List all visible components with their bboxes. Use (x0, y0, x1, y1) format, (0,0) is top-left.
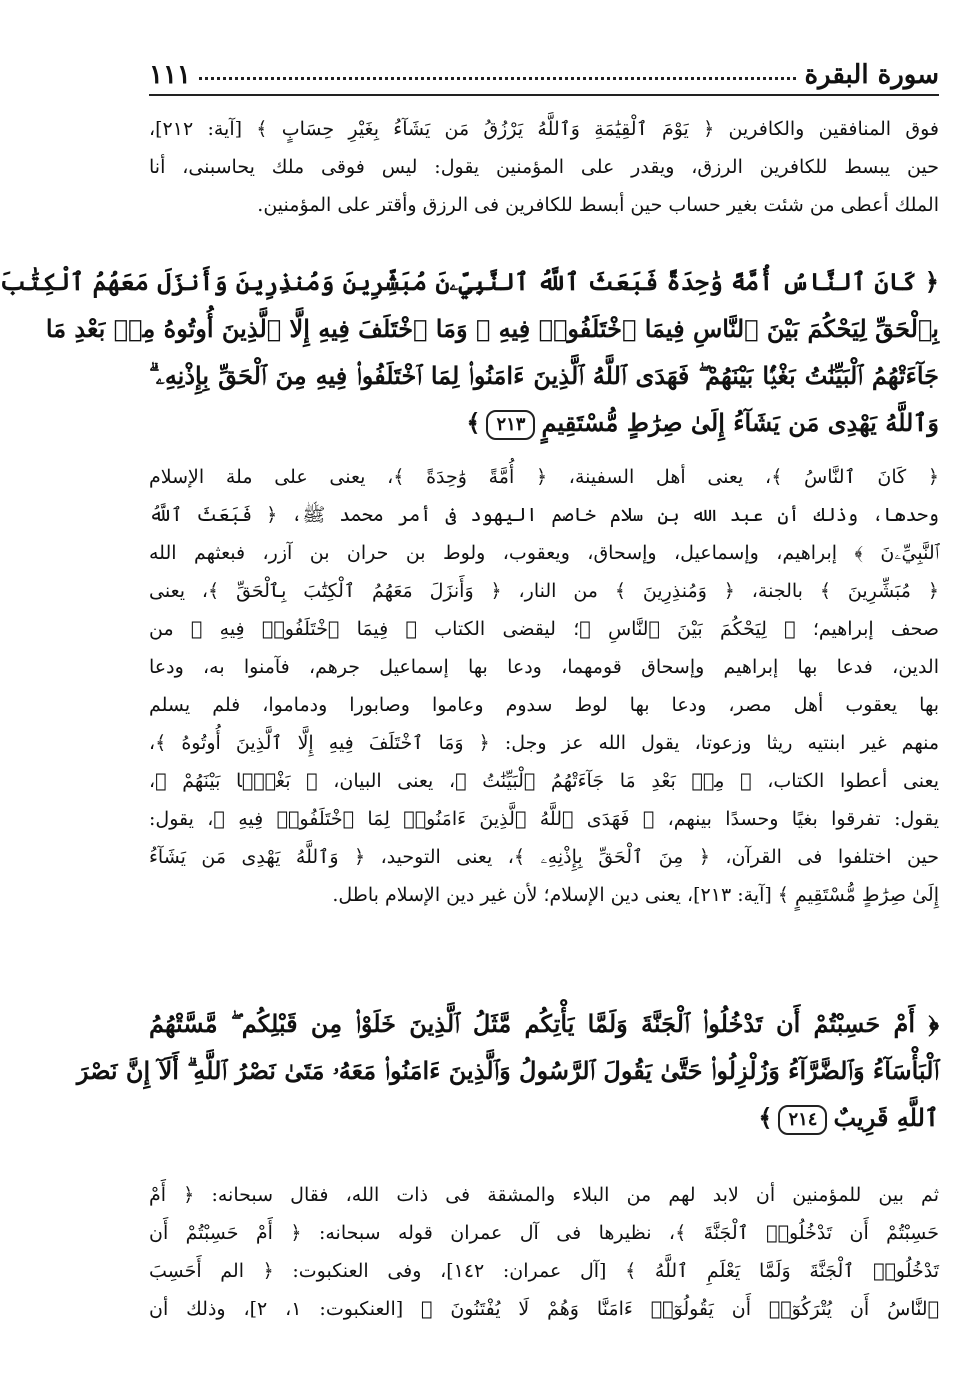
ayah-number-marker: ٢١٣ (486, 410, 535, 440)
commentary-paragraph-2 (149, 458, 939, 914)
text-line: صحف إبراهيم؛ ﴿ لِيَحْكُمَ بَيْنَ ٱلنَّاسِ ﴾؛ ليقضى الكتاب ﴿ فِيمَا ٱخْتَلَفُوا۟ فِيهِ ﴾ من (149, 618, 939, 640)
text-line: منهم غير ابنتيه ريثا وزعوتا، يقول الله عز وجل: ﴿ وَمَا ٱخْتَلَفَ فِيهِ إِلَّا ٱلَّذِينَ أُوتُوهُ ﴾، (149, 732, 939, 754)
text-line: فوق المنافقين والكافرين ﴿ يَوْمَ ٱلْقِيَٰمَةِ وَٱللَّهُ يَرْزُقُ مَن يَشَآءُ بِغَيْرِ حِسَابٍ ﴾ [آية: ٢١٢]، (149, 118, 939, 140)
header-dot-leader (199, 76, 797, 80)
text-line: تَدْخُلُوا۟ ٱلْجَنَّةَ وَلَمَّا يَعْلَمِ ٱللَّهُ ﴾ [آل عمران: ١٤٢]، وفى العنكبوت: ﴿ الم أَحَسِبَ (149, 1260, 939, 1282)
commentary-paragraph-3 (149, 1176, 939, 1328)
text-line: الملك أعطى من شئت بغير حساب حين أبسط للكافرين فى الرزق وأقتر على المؤمنين. (257, 194, 939, 216)
verse-line-final: وَٱللَّهُ يَهْدِى مَن يَشَآءُ إِلَىٰ صِرَٰطٍ مُّسْتَقِيمٍ٢١٣﴾ (149, 399, 939, 446)
text-line: ﴿ مُبَشِّرِينَ ﴾ بالجنة، ﴿ وَمُنذِرِينَ ﴾ من النار، ﴿ وَأَنزَلَ مَعَهُمُ ٱلْكِتَٰبَ بِٱلْحَقِّ ﴾، يعنى (149, 580, 939, 602)
text-line: إِلَىٰ صِرَٰطٍ مُّسْتَقِيمٍ ﴾ [آية: ٢١٣]، يعنى دين الإسلام؛ لأن غير دين الإسلام باطل. (332, 884, 939, 906)
verse-line: ﴿ أَمْ حَسِبْتُمْ أَن تَدْخُلُوا۟ ٱلْجَنَّةَ وَلَمَّا يَأْتِكُم مَّثَلُ ٱلَّذِينَ خَلَوْا۟ مِن قَبْلِكُم ۖ مَّسَّتْهُمُ (149, 1009, 939, 1038)
text-line: ثم بين للمؤمنين أن لابد لهم من البلاء والمشقة فى ذات الله، فقال سبحانه: ﴿ أَمْ (149, 1184, 939, 1206)
quran-verse-213 (0, 258, 939, 446)
text-line: حَسِبْتُمْ أَن تَدْخُلُوا۟ ٱلْجَنَّةَ ﴾، نظيرها فى آل عمران قوله سبحانه: ﴿ أَمْ حَسِبْتُمْ أَن (149, 1222, 939, 1244)
text-line: وحدها، وذلك أن عبد الله بن سلام خاصم اليهود فى أمر محمد ﷺ، ﴿ فَبَعَثَ ٱللَّهُ (149, 504, 939, 526)
surah-title: سورة البقرة (804, 60, 939, 90)
verse-line-final: ٱللَّهِ قَرِيبٌ٢١٤﴾ (149, 1094, 939, 1141)
text-line: الدين، فدعا بها إبراهيم وإسحاق قومهما، ودعا بها إسماعيل جرهم، فآمنوا به، ودعا (149, 656, 939, 678)
text-line: ٱلنَّاسُ أَن يُتْرَكُوٓا۟ أَن يَقُولُوٓا۟ ءَامَنَّا وَهُمْ لَا يُفْتَنُونَ ﴾ [العنكبوت: ١، ٢]، وذلك أن (149, 1298, 939, 1320)
text-line: يقول: تفرقوا بغيًا وحسدًا بينهم، ﴿ فَهَدَى ٱللَّهُ ٱلَّذِينَ ءَامَنُوا۟ لِمَا ٱخْتَلَفُوا۟ فِيهِ ﴾، يقول: (149, 808, 939, 830)
verse-line: ٱلْبَأْسَآءُ وَٱلضَّرَّآءُ وَزُلْزِلُوا۟ حَتَّىٰ يَقُولَ ٱلرَّسُولُ وَٱلَّذِينَ ءَامَنُوا۟ مَعَهُۥ مَتَىٰ نَصْرُ ٱللَّهِ ۗ أَلَآ إِنَّ نَصْرَ (76, 1056, 939, 1085)
text-line: يعنى أعطوا الكتاب، ﴿ مِنۢ بَعْدِ مَا جَآءَتْهُمُ ٱلْبَيِّنَٰتُ ﴾، يعنى البيان، ﴿ بَغْيًۢا بَيْنَهُمْ ﴾، (149, 770, 939, 792)
text-line: بها يعقوب أهل مصر، ودعا بها لوط سدوم وعاموا وصابورا ودماموا، فلم يسلم (149, 694, 939, 716)
text-line: ٱلنَّبِيِّۦنَ ﴾ إبراهيم، وإسماعيل، وإسحاق، ويعقوب، ولوط بن حران بن آزر، فبعثهم الله (149, 542, 939, 564)
ayah-number-marker: ٢١٤ (778, 1105, 827, 1135)
verse-text: وَٱللَّهُ يَهْدِى مَن يَشَآءُ إِلَىٰ صِرَٰطٍ مُّسْتَقِيمٍ (541, 408, 939, 437)
text-line: حين اختلفوا فى القرآن، ﴿ مِنَ ٱلْحَقِّ بِإِذْنِهِۦ ﴾، يعنى التوحيد، ﴿ وَٱللَّهُ يَهْدِى مَن يَشَآءُ (149, 846, 939, 868)
commentary-paragraph-1 (149, 110, 939, 224)
text-line: ﴿ كَانَ ٱلنَّاسُ ﴾، يعنى أهل السفينة، ﴿ أُمَّةً وَٰحِدَةً ﴾، يعنى على ملة الإسلام (149, 466, 939, 488)
header-rule (149, 94, 939, 96)
page-number: ١١١ (149, 60, 191, 90)
verse-text: ٱللَّهِ قَرِيبٌ (833, 1103, 939, 1132)
verse-line: ﴿ كَانَ ٱلنَّاسُ أُمَّةً وَٰحِدَةً فَبَعَثَ ٱللَّهُ ٱلنَّبِيِّۦنَ مُبَشِّرِينَ وَمُنذِرِينَ وَأَنزَلَ مَعَهُمُ ٱلْكِتَٰبَ (0, 267, 939, 296)
verse-line: جَآءَتْهُمُ ٱلْبَيِّنَٰتُ بَغْيًۢا بَيْنَهُمْ ۖ فَهَدَى ٱللَّهُ ٱلَّذِينَ ءَامَنُوا۟ لِمَا ٱخْتَلَفُوا۟ فِيهِ مِنَ ٱلْحَقِّ بِإِذْنِهِۦ ۗ (149, 361, 939, 390)
quran-verse-214 (76, 1000, 939, 1141)
text-line: حين يبسط للكافرين الرزق، ويقدر على المؤمنين يقول: ليس فوقى ملك يحاسبنى، أنا (149, 156, 939, 178)
running-header (149, 48, 939, 90)
verse-line: بِٱلْحَقِّ لِيَحْكُمَ بَيْنَ ٱلنَّاسِ فِيمَا ٱخْتَلَفُوا۟ فِيهِ ۚ وَمَا ٱخْتَلَفَ فِيهِ إِلَّا ٱلَّذِينَ أُوتُوهُ مِنۢ بَعْدِ مَا (45, 314, 939, 343)
